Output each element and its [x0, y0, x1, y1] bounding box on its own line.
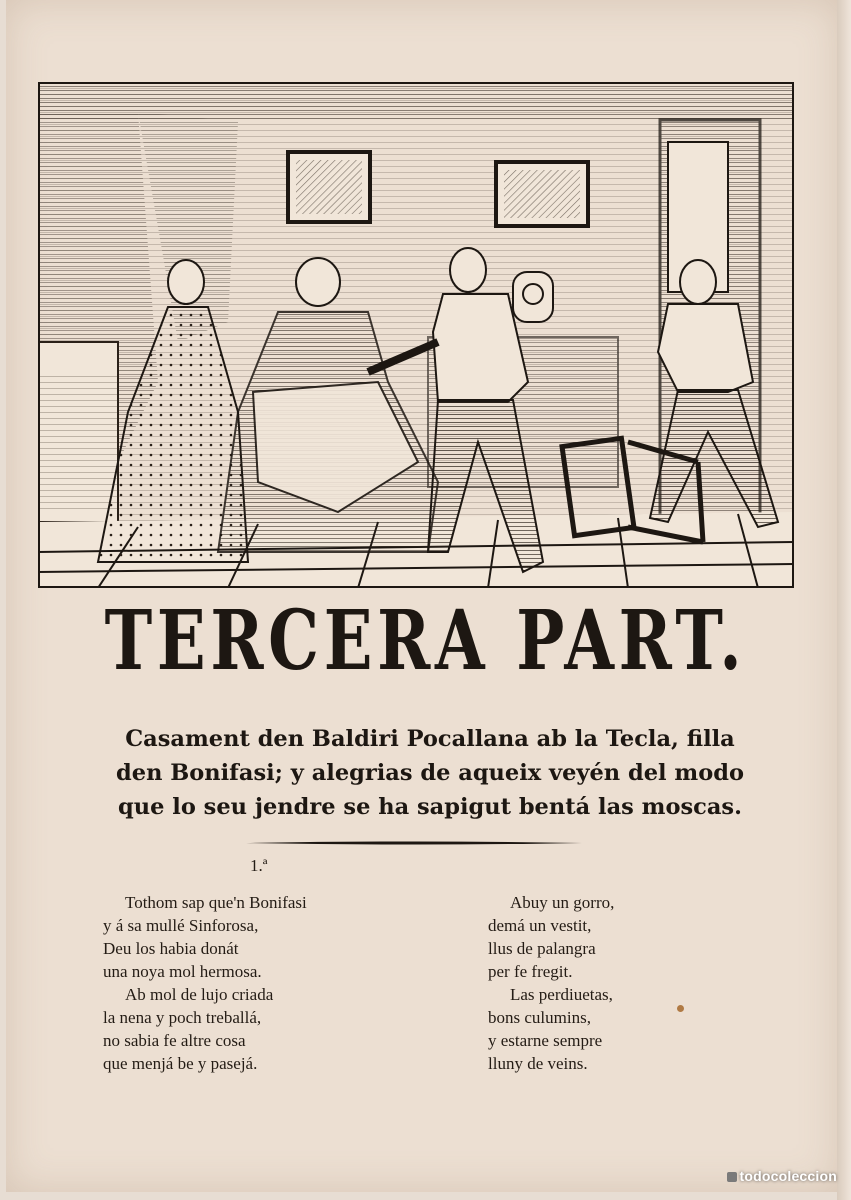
ornamental-rule: [246, 841, 582, 845]
subtitle-line: den Bonifasi; y alegrias de aqueix veyén del modo: [116, 760, 744, 786]
watermark: [727, 1168, 838, 1184]
verse-line: no sabia fe altre cosa: [103, 1031, 246, 1050]
subtitle-line: que lo seu jendre se ha sapigut bentá las moscas.: [118, 794, 742, 820]
verse-line: Abuy un gorro,: [510, 893, 615, 912]
watermark-logo-icon: [727, 1172, 737, 1182]
verse-line: Deu los habia donát: [103, 939, 239, 958]
verse-line: Tothom sap que'n Bonifasi: [125, 893, 307, 912]
verse-column-right: [488, 891, 728, 1075]
engraving-drawing: [38, 82, 794, 588]
watermark-text: todocoleccion: [739, 1168, 837, 1184]
ink-spot: [677, 1005, 684, 1012]
verse-line: Ab mol de lujo criada: [125, 985, 274, 1004]
verse-line: Las perdiuetas,: [510, 985, 613, 1004]
verse-line: que menjá be y pasejá.: [103, 1054, 258, 1073]
verse-line: una noya mol hermosa.: [103, 962, 262, 981]
verse-line: y estarne sempre: [488, 1031, 603, 1050]
verse-line: bons culumins,: [488, 1008, 591, 1027]
verse-line: per fe fregit.: [488, 962, 573, 981]
engraving-illustration: [38, 82, 794, 588]
chapter-subtitle: [40, 722, 820, 824]
verse-line: lluny de veins.: [488, 1054, 588, 1073]
stanza-number: 1.ª: [250, 856, 268, 875]
verse-line: la nena y poch treballá,: [103, 1008, 262, 1027]
subtitle-line: Casament den Baldiri Pocallana ab la Tecla, filla: [125, 726, 735, 752]
verse-line: y á sa mullé Sinforosa,: [103, 916, 259, 935]
page-edge: [837, 0, 851, 1200]
page-title: TERCERA PART.: [104, 593, 747, 689]
verse-column-left: [103, 891, 403, 1075]
verse-line: llus de palangra: [488, 939, 596, 958]
verse-line: demá un vestit,: [488, 916, 592, 935]
